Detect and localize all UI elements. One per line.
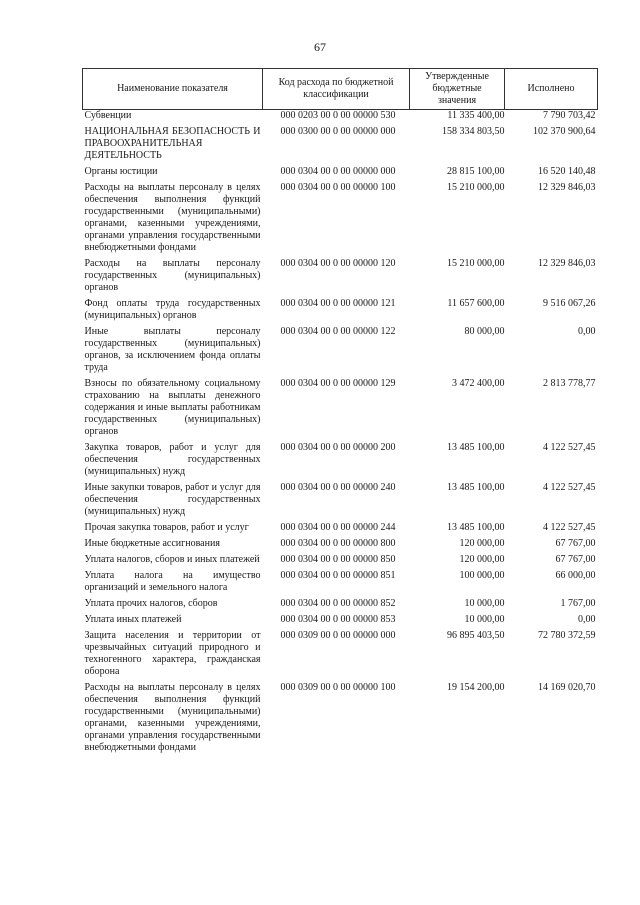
header-expense-code: Код расхода по бюджетной классификации (263, 69, 410, 110)
executed-value-cell: 14 169 020,70 (538, 682, 596, 693)
expense-code-cell: 000 0304 00 0 00 00000 200 (280, 442, 396, 453)
executed-value-cell: 66 000,00 (555, 570, 596, 581)
executed-value-cell: 7 790 703,42 (543, 110, 596, 121)
table-header-row (83, 69, 598, 110)
table-row (83, 126, 598, 166)
table-row (83, 614, 598, 630)
executed-value-cell: 1 767,00 (560, 598, 596, 609)
header-executed: Исполнено (505, 69, 598, 110)
expense-code-cell: 000 0304 00 0 00 00000 852 (280, 598, 396, 609)
approved-value-cell: 120 000,00 (459, 538, 505, 549)
approved-value-cell: 19 154 200,00 (447, 682, 505, 693)
table-row (83, 298, 598, 326)
expense-code-cell: 000 0203 00 0 00 00000 530 (280, 110, 396, 121)
indicator-name-cell: Иные закупки товаров, работ и услуг для обеспечения государственных (муниципальных) нужд (84, 482, 261, 517)
expense-code-cell: 000 0304 00 0 00 00000 129 (280, 378, 396, 389)
expense-code-cell: 000 0304 00 0 00 00000 853 (280, 614, 396, 625)
executed-value-cell: 4 122 527,45 (543, 482, 596, 493)
table-row (83, 570, 598, 598)
approved-value-cell: 10 000,00 (464, 614, 505, 625)
indicator-name-cell: Расходы на выплаты персоналу в целях обеспечения выполнения функций государственными (муниципальными) органами, казенными учреждениями, органами управления государственными внебюджетными фондами (84, 682, 261, 753)
header-approved-values: Утвержденные бюджетные значения (410, 69, 505, 110)
table-row (83, 182, 598, 258)
executed-value-cell: 4 122 527,45 (543, 522, 596, 533)
expense-code-cell: 000 0304 00 0 00 00000 120 (280, 258, 396, 269)
executed-value-cell: 12 329 846,03 (538, 258, 596, 269)
indicator-name-cell: Иные бюджетные ассигнования (84, 538, 220, 549)
approved-value-cell: 100 000,00 (459, 570, 505, 581)
budget-execution-table (82, 68, 598, 758)
approved-value-cell: 11 335 400,00 (447, 110, 505, 121)
expense-code-cell: 000 0304 00 0 00 00000 850 (280, 554, 396, 565)
indicator-name-cell: Уплата иных платежей (84, 614, 182, 625)
executed-value-cell: 9 516 067,26 (543, 298, 596, 309)
expense-code-cell: 000 0304 00 0 00 00000 100 (280, 182, 396, 193)
indicator-name-cell: НАЦИОНАЛЬНАЯ БЕЗОПАСНОСТЬ И ПРАВООХРАНИТЕЛЬНАЯ ДЕЯТЕЛЬНОСТЬ (84, 126, 261, 161)
expense-code-cell: 000 0309 00 0 00 00000 000 (280, 630, 396, 641)
table-row (83, 554, 598, 570)
indicator-name-cell: Расходы на выплаты персоналу государственных (муниципальных) органов (84, 258, 261, 293)
executed-value-cell: 102 370 900,64 (533, 126, 596, 137)
indicator-name-cell: Органы юстиции (84, 166, 158, 177)
executed-value-cell: 12 329 846,03 (538, 182, 596, 193)
expense-code-cell: 000 0304 00 0 00 00000 800 (280, 538, 396, 549)
approved-value-cell: 120 000,00 (459, 554, 505, 565)
expense-code-cell: 000 0309 00 0 00 00000 100 (280, 682, 396, 693)
expense-code-cell: 000 0304 00 0 00 00000 244 (280, 522, 396, 533)
page-number: 67 (314, 40, 326, 54)
approved-value-cell: 13 485 100,00 (447, 442, 505, 453)
indicator-name-cell: Защита населения и территории от чрезвычайных ситуаций природного и техногенного характера, гражданская оборона (84, 630, 261, 677)
table-row (83, 326, 598, 378)
approved-value-cell: 96 895 403,50 (447, 630, 505, 641)
executed-value-cell: 67 767,00 (555, 538, 596, 549)
indicator-name-cell: Иные выплаты персоналу государственных (муниципальных) органов, за исключением фонда оплаты труда (84, 326, 261, 373)
indicator-name-cell: Фонд оплаты труда государственных (муниципальных) органов (84, 298, 261, 321)
table-row (83, 166, 598, 182)
table-row (83, 378, 598, 442)
approved-value-cell: 80 000,00 (464, 326, 505, 337)
indicator-name-cell: Прочая закупка товаров, работ и услуг (84, 522, 249, 533)
indicator-name-cell: Расходы на выплаты персоналу в целях обеспечения выполнения функций государственными (муниципальными) органами, казенными учреждениями, органами управления государственными внебюджетными фондами (84, 182, 261, 253)
table-row (83, 538, 598, 554)
table-row (83, 442, 598, 482)
expense-code-cell: 000 0304 00 0 00 00000 240 (280, 482, 396, 493)
table-body (83, 110, 598, 759)
approved-value-cell: 15 210 000,00 (447, 258, 505, 269)
executed-value-cell: 0,00 (578, 614, 596, 625)
approved-value-cell: 13 485 100,00 (447, 522, 505, 533)
approved-value-cell: 11 657 600,00 (447, 298, 505, 309)
approved-value-cell: 13 485 100,00 (447, 482, 505, 493)
table-row (83, 522, 598, 538)
table-row (83, 482, 598, 522)
indicator-name-cell: Уплата прочих налогов, сборов (84, 598, 218, 609)
approved-value-cell: 10 000,00 (464, 598, 505, 609)
table-row (83, 682, 598, 758)
indicator-name-cell: Субвенции (84, 110, 132, 121)
approved-value-cell: 15 210 000,00 (447, 182, 505, 193)
approved-value-cell: 28 815 100,00 (447, 166, 505, 177)
indicator-name-cell: Закупка товаров, работ и услуг для обеспечения государственных (муниципальных) нужд (84, 442, 261, 477)
header-indicator-name: Наименование показателя (83, 69, 263, 110)
executed-value-cell: 72 780 372,59 (538, 630, 596, 641)
executed-value-cell: 0,00 (578, 326, 596, 337)
executed-value-cell: 4 122 527,45 (543, 442, 596, 453)
indicator-name-cell: Уплата налогов, сборов и иных платежей (84, 554, 260, 565)
approved-value-cell: 3 472 400,00 (452, 378, 505, 389)
table-row (83, 110, 598, 127)
approved-value-cell: 158 334 803,50 (442, 126, 505, 137)
table-row (83, 598, 598, 614)
executed-value-cell: 2 813 778,77 (543, 378, 596, 389)
indicator-name-cell: Уплата налога на имущество организаций и земельного налога (84, 570, 261, 593)
expense-code-cell: 000 0304 00 0 00 00000 851 (280, 570, 396, 581)
table-row (83, 630, 598, 682)
executed-value-cell: 16 520 140,48 (538, 166, 596, 177)
executed-value-cell: 67 767,00 (555, 554, 596, 565)
expense-code-cell: 000 0304 00 0 00 00000 122 (280, 326, 396, 337)
expense-code-cell: 000 0300 00 0 00 00000 000 (280, 126, 396, 137)
indicator-name-cell: Взносы по обязательному социальному страхованию на выплаты денежного содержания и иные выплаты работникам государственных (муниципальных) органов (84, 378, 261, 437)
expense-code-cell: 000 0304 00 0 00 00000 000 (280, 166, 396, 177)
table-row (83, 258, 598, 298)
expense-code-cell: 000 0304 00 0 00 00000 121 (280, 298, 396, 309)
